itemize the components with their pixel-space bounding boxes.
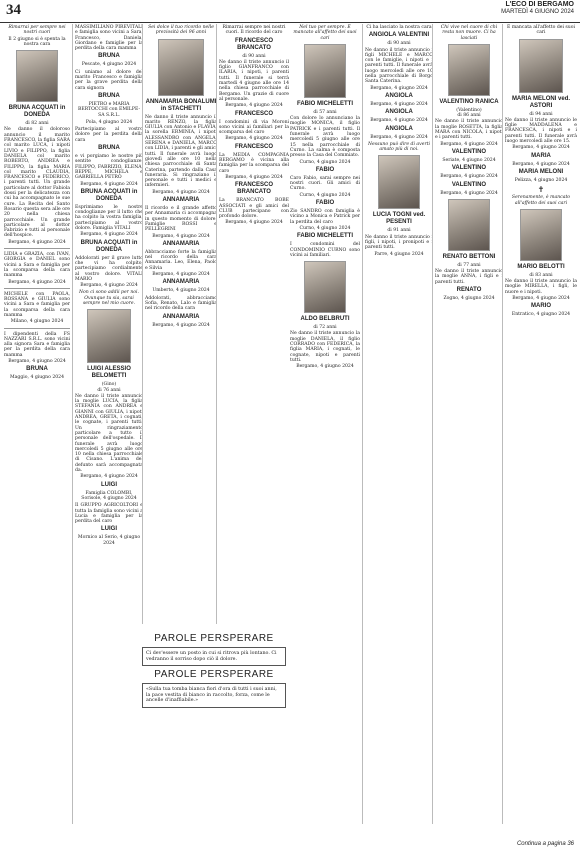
- column-3: [142, 24, 217, 624]
- condolence-name: FRANCESCO BRANCATO: [234, 182, 273, 196]
- condolence-text: Il GRUPPO AGRICOLTORI e tutta la famiglia sono vicini a Lucia e famiglia per la perdita del caro: [75, 503, 143, 525]
- obituary-date: Bergamo, 4 giugno 2024: [8, 239, 66, 245]
- obituary-text: Ne danno il triste annuncio la moglie ROSETTA, la figlia MARA con NICOLA, i nipoti e i parenti tutti.: [435, 119, 503, 141]
- condolence-name: VALENTINO: [451, 181, 487, 188]
- condolence-text: Esprimiamo le nostre condoglianze per il lutto che ha colpito la vostra famiglia, partecipiamo al vostro dolore. Famiglia VITALI: [75, 204, 143, 232]
- obituary-date: Bergamo, 4 giugno 2024: [512, 145, 570, 151]
- deceased-name: MARIO BELOTTI: [517, 263, 565, 270]
- condolence-date: Bergamo, 4 giugno 2024: [225, 174, 283, 180]
- page-header: [0, 0, 580, 23]
- obituary-poem: Sei dolce il tuo ricordo nelle preziosità dei 96 anni: [148, 25, 214, 36]
- obituary-text: Ne danno il triste annuncio il figlio GIANFRANCO con ILARIA, i nipoti, i parenti tutti. Il funerale si terrà martedì 4 giugno alle ore 14 nella chiesa parrocchiale di Bergamo. Un grazie di cuore al personale.: [219, 59, 289, 102]
- deceased-age: di 90 anni: [387, 41, 411, 47]
- condolence-name: LUIGI: [101, 526, 117, 533]
- condolence-text: I condomini del CONDOMINIO CURNO sono vicini ai familiari.: [290, 242, 360, 258]
- obituary-text: Ne danno il triste annuncio i figli, i nipoti, i pronipoti e i parenti tutti.: [365, 234, 433, 251]
- obituary-poem: Non ci sono addii per noi. Ovunque tu sia, sarai sempre nel mio cuore.: [78, 290, 139, 306]
- condolence-date: Bergamo, 4 giugno 2024: [152, 272, 210, 278]
- c1-intro: Rimarrai per sempre nei nostri cuori: [8, 25, 66, 36]
- column-6: [362, 24, 433, 824]
- condolence-date: Bergamo, 4 giugno 2024: [152, 322, 210, 328]
- obituary-intro: Ci ha lasciato la nostra cara: [366, 25, 432, 30]
- deceased-photo: [448, 199, 490, 251]
- obituary-text: Ne danno il triste annuncio la moglie LUCIA, la figlia STEFANIA con ANDREA e GIANNI con GIULIA, i nipoti ANDREA, GRETA, i cognati, le cognate, i parenti tutti. Un ringraziamento particolare a tutto il personale dell'ospedale. Il funerale avrà luogo mercoledì 5 giugno alle ore 10 nella chiesa parrocchiale di Cisano. L'anima del defunto sarà accompagnata da.: [75, 393, 143, 474]
- obituary-date: Bergamo, 4 giugno 2024: [152, 189, 210, 195]
- deceased-name: RENATO BETTONI: [442, 253, 496, 260]
- condolence-name: ANGIOLA: [385, 92, 413, 99]
- obituary-text: Ne danno il triste annuncio la moglie MIRELLA, i figli, le nuore e i nipoti.: [505, 279, 577, 295]
- condolence-date: Milano, 4 giugno 2024: [10, 319, 64, 325]
- obituary-date: Bergamo, 4 giugno 2024: [512, 296, 570, 302]
- condolence-text: Addolorati per il grave lutto che vi ha colpito, partecipiamo cordialmente al vostro dolore. VITALI MARIO: [75, 255, 143, 282]
- deceased-age: di 90 anni: [242, 53, 266, 59]
- deceased-name: ANNAMARIA BONALUMI in STACHETTI: [145, 98, 217, 112]
- deceased-photo: [16, 50, 58, 102]
- deceased-name: LUIGI ALESSIO BELOMETTI: [87, 366, 131, 380]
- condolence-name: FRANCESCO: [234, 143, 273, 150]
- obituary-text: Ne danno il doloroso annuncio il marito FRANCESCO, la figlia SARA col marito LUCA, i nipoti LIVIO e FILIPPO, la figlia DANIELA col marito ROBERTO, ANDREA e FILIPPO, la figlia MARIA col marito CLAUDIA, FRANCESCO e FEDERICO, i parenti tutti. Un grande particolare al dottor Fabiola dossi per la delicatezza con cui ha accompagnato le sue cure. La Recita del Santo Rosario questa sera alle ore 20 nella chiesa parrocchiale. Un grande particolare al dottor Fabrizio e tutti al personale dell'hospice.: [4, 127, 70, 239]
- obituary-date: Bergamo, 4 giugno 2024: [440, 141, 498, 147]
- condolence-date: Bergamo, 4 giugno 2024: [80, 283, 138, 289]
- condolence-name: VALENTINO: [451, 148, 487, 155]
- parole-box: [142, 630, 286, 835]
- condolence-date: Bergamo, 4 giugno 2024: [370, 118, 428, 124]
- condolence-name: ANNAMARIA: [162, 313, 200, 320]
- condolence-text: I condomini di via Moroni sono vicini ai familiari per la scomparsa del caro: [219, 119, 289, 136]
- condolence-text: Addolorati, abbracciamo Sofia, Renato, Lalo e famiglia nel ricordo della cara: [145, 295, 217, 312]
- condolence-date: Bergamo, 4 giugno 2024: [80, 232, 138, 238]
- masthead: [501, 1, 574, 16]
- condolence-text: La MEDIA COMPAGNIA BERGAMO è vicina alla famiglia per la scomparsa del caro: [219, 152, 289, 174]
- condolence-date: Curno, 4 giugno 2024: [299, 192, 351, 198]
- condolence-name: FABIO MICHELETTI: [297, 233, 353, 240]
- condolence-date: Pola, 4 giugno 2024: [85, 119, 133, 125]
- deceased-name: FABIO MICHELETTI: [297, 100, 353, 107]
- deceased-photo: [519, 39, 563, 93]
- deceased-name: VALENTINO RANICA: [439, 98, 499, 105]
- obituary-intro: Rimarrai sempre nei nostri cuori. Il ricordo del caro: [222, 25, 286, 36]
- condolence-name: FRANCESCO: [234, 110, 273, 117]
- condolence-date: Pelizza, 4 giugno 2024: [514, 177, 568, 183]
- newspaper-name: L'ECO DI BERGAMO: [505, 1, 574, 8]
- condolence-date: Bergamo, 4 giugno 2024: [8, 359, 66, 365]
- condolence-text: Caro Fabio, sarai sempre nei nostri cuori. Gli amici di Curno.: [290, 175, 360, 192]
- condolence-name: ANNAMARIA: [162, 279, 200, 286]
- condolence-name: ANNAMARIA: [162, 240, 200, 247]
- condolence-name: ANNAMARIA: [162, 197, 200, 204]
- condolence-name: FABIO: [315, 166, 335, 173]
- condolence-name: VALENTINO: [451, 165, 487, 172]
- deceased-age: di 83 anni: [529, 272, 553, 278]
- obituary-text: Ne danno il triste annuncio la moglie DANIELA, il figlio CORRADO con FEDERICA, la figlia MARIA, i cognati, le cognate, nipoti e parenti tutti.: [290, 331, 360, 363]
- obituary-poem: Serenamente, è mancato all'affetto dei suoi cari: [511, 195, 571, 206]
- obituary-text: Ne danno il triste annuncio i figli MICHELE e MARCO con le famiglie, i nipoti e i parenti tutti. Il funerale avrà luogo mercoledì alle ore 10 nella parrocchiale di Borgo Santa Caterina.: [365, 47, 433, 85]
- obituary-poem: Chi vive nel cuore di chi resta non muore. Ci ha lasciati: [440, 25, 498, 41]
- condolence-date: Bergamo, 4 giugno 2024: [370, 134, 428, 140]
- column-4: [216, 24, 289, 624]
- deceased-name: ANGIOLA VALENTINI: [368, 32, 430, 39]
- obituary-date: Bergamo, 4 giugno 2024: [80, 474, 138, 480]
- condolence-date: Maggio, 4 giugno 2024: [9, 375, 65, 381]
- obituary-poem: Nel tuo per sempre. È mancato all'affetto dei suoi cari: [293, 25, 357, 41]
- condolence-text: MICHELE con PAOLA, ROSSANA e GIULIA sono vicini a Sara e famiglia per la scomparsa della cara mamma: [4, 291, 70, 318]
- obituary-poem: Nessuno può dire di averti amato più di noi.: [368, 141, 430, 153]
- obituary-date: Bergamo, 4 giugno 2024: [225, 103, 283, 109]
- obituary-text: Ne danno il triste annuncio il marito RENZO, la figlia GIULIA con Antonio e FLAVIA, la sorella ERMINIA, i nipoti ALESSANDRO con ANGELA, SERENA e DANIELA, MARCO con LIDIA, i parenti e gli amici tutti. Il funerale avrà luogo giovedì alle ore 10 nella chiesa parrocchiale di Santa Caterina, partendo dalla Casa funeraria. Si ringraziano il personale e tutti i medici e infermieri.: [145, 114, 217, 189]
- box-paragraph: «Sulla tua tomba bianca fiori d'ora di tutti i suoi anni, la pace vestita di bianco in raccolto, forza, come le ancelle d'inaffiabile.»: [146, 687, 277, 704]
- obituary-text: Con dolore lo annunciano la moglie MONICA, il figlio PATRICK e i parenti tutti. Il funerale avrà luogo mercoledì 5 giugno alle ore 15 nella parrocchiale di Curno. La salma è composta presso la Casa del Commiato.: [290, 116, 360, 159]
- condolence-date: Mornico al Serio, 4 giugno 2024: [77, 535, 141, 546]
- c1-intro-text: Il 2 giugno si è spenta la nostra cara: [8, 36, 66, 47]
- condolence-text: Zio SANDRO con famiglia è vicino a Monica e Patrick per la perdita del caro: [290, 209, 360, 225]
- column-2: [72, 24, 143, 824]
- condolence-date: Bergamo, 4 giugno 2024: [8, 279, 66, 285]
- continued-note: Continua a pagina 36: [516, 841, 574, 847]
- condolence-signature: PIETRO e MARIA BERTOCCHI con EMILPE-SA S.R.L.: [77, 101, 140, 118]
- obituary-date: Bergamo, 4 giugno 2024: [296, 364, 354, 370]
- condolence-text: MASSIMILIANO PIREVITALI e famiglia sono vicini a Sara, Francesco, Daniela, Giordano e famiglie per la perdita della cara mamma: [75, 25, 143, 52]
- condolence-name: ANGIOLA: [385, 109, 413, 116]
- condolence-text: e vi porgiamo le nostre più sentite condoglianze. FILIPPO, FABRIZIO, ELENA, BEPPE, MICHELA e GABRIELLA PETRÒ: [75, 154, 143, 181]
- column-7: [432, 24, 503, 824]
- deceased-photo: [378, 155, 420, 209]
- condolence-date: Bergamo, 4 giugno 2024: [370, 101, 428, 107]
- deceased-name: LUCIA TOGNI ved. PESENTI: [372, 212, 426, 226]
- condolence-date: Curno, 4 giugno 2024: [299, 225, 351, 231]
- condolence-date: Bergamo, 4 giugno 2024: [512, 161, 570, 167]
- deceased-photo: [158, 39, 204, 96]
- condolence-signature: Famiglia COLOMBI, Sorisole, 4 giugno 2024: [81, 490, 137, 501]
- condolence-text: I dipendenti della FS NAZZARI S.R.L. sono vicini alla signora Sara e famiglia per la perdita della cara mamma: [4, 331, 70, 358]
- condolence-name: LUIGI: [101, 481, 117, 488]
- condolence-text: LIDIA e GRAZIA, con IVAN, GIORGIA e DANIEL sono vicini a Sara e famiglia per la scomparsa della cara mamma: [4, 252, 70, 279]
- condolence-name: BRUNA: [98, 53, 120, 60]
- condolence-name: ANGIOLA: [385, 125, 413, 132]
- condolence-date: Zogno, 4 giugno 2024: [443, 296, 495, 302]
- deceased-age: di 57 anni: [313, 109, 337, 115]
- deceased-age: di 94 anni: [529, 111, 553, 117]
- condolence-text: Ci uniamo al dolore del marito Francesco e famiglia per la grave perdita della cara signora: [75, 69, 143, 91]
- deceased-name: FRANCESCO BRANCATO: [234, 37, 273, 51]
- deceased-age: di 76 anni: [97, 387, 121, 393]
- condolence-name: MARIO: [531, 303, 551, 310]
- condolence-name: BRUNA: [26, 366, 48, 373]
- obituary-date: Curno, 4 giugno 2024: [299, 159, 351, 165]
- deceased-name: ALDO BELBRUTI: [300, 316, 350, 323]
- condolence-date: Bergamo, 4 giugno 2024: [225, 220, 283, 226]
- box-text: [142, 683, 286, 708]
- condolence-text: Abbracciamo forte la famiglia nel ricordo della cara Annamaria. Leo, Elena, Paolo e Silvia: [145, 249, 217, 271]
- deceased-photo: [520, 209, 562, 261]
- column-8: [502, 24, 577, 824]
- deceased-age: di 82 anni: [25, 121, 49, 127]
- condolence-date: Bergamo, 4 giugno 2024: [225, 136, 283, 142]
- condolence-text: Partecipiamo al vostro dolore per la perdita della cara: [75, 127, 143, 143]
- deceased-photo: [448, 44, 490, 96]
- obituary-text: Ne danno il triste annuncio la moglie ANNA, i figli e i parenti tutti.: [435, 269, 503, 285]
- deceased-photo: [304, 261, 346, 313]
- condolence-name: MARIA MELONI: [518, 168, 564, 175]
- condolence-date: Entratico, 4 giugno 2024: [511, 312, 571, 318]
- condolence-name: BRUNA ACQUATI in DONEDA: [80, 188, 138, 202]
- condolence-name: MARIA: [531, 152, 551, 159]
- page-number: 34: [6, 2, 21, 18]
- condolence-date: Seriate, 4 giugno 2024: [442, 157, 496, 163]
- condolence-name: BRUNA: [98, 92, 120, 99]
- deceased-age: di 72 anni: [313, 325, 337, 331]
- condolence-date: Bergamo, 4 giugno 2024: [440, 174, 498, 180]
- condolence-date: Bergamo, 4 giugno 2024: [152, 233, 210, 239]
- deceased-photo: [304, 44, 346, 98]
- box-text: [142, 647, 286, 666]
- condolence-date: Bergamo, 4 giugno 2024: [440, 190, 498, 196]
- deceased-age: di 77 anni: [457, 262, 481, 268]
- obituary-date: Bergamo, 4 giugno 2024: [370, 85, 428, 91]
- deceased-name: MARIA MELONI ved. ASTORI: [511, 95, 571, 109]
- column-1: [4, 24, 70, 824]
- deceased-photo: [87, 309, 131, 363]
- box-heading: PAROLE PERSPERARE: [154, 633, 274, 644]
- box-paragraph: Ci dev'essere un posto in cui si ritrova più lontano. Ci vedranno il sorriso dopo ciò il dolore.: [146, 651, 277, 662]
- box-heading: PAROLE PERSPERARE: [154, 669, 274, 681]
- condolence-text: La BRANCATO BOBE ASSOCIATI e gli amici del CLUB partecipano con profondo dolore.: [219, 198, 289, 220]
- condolence-name: BRUNA ACQUATI in DONEDA: [80, 239, 138, 253]
- column-5: [290, 24, 360, 824]
- deceased-nickname: (Valentino): [456, 107, 482, 113]
- deceased-age: di 86 anni: [457, 113, 481, 119]
- condolence-text: Il ricordo e il grande affetto per Annamaria ci accompagna in questo momento di dolore. Famiglie ROSSI e PELLEGRINI: [145, 206, 217, 233]
- obituary-date: Parre, 4 giugno 2024: [374, 251, 424, 257]
- cross-icon: ✝: [537, 185, 545, 195]
- deceased-name: BRUNA ACQUATI in DONEDA: [8, 105, 66, 119]
- obituary-intro: È mancata all'affetto dei suoi cari: [507, 25, 575, 36]
- condolence-signature: Umberto, 4 giugno 2024: [152, 288, 210, 294]
- condolence-date: Pescate, 4 giugno 2024: [81, 62, 137, 68]
- condolence-name: RENATO: [456, 287, 482, 294]
- deceased-age: di 91 anni: [387, 228, 411, 234]
- condolence-date: Bergamo, 4 giugno 2024: [80, 181, 138, 187]
- deceased-nickname: (Gino): [101, 382, 117, 388]
- issue-date: MARTEDÌ 4 GIUGNO 2024: [501, 9, 574, 15]
- obituary-text: Ne danno il triste annuncio le figlie MADDALENA e FRANCESCA, i nipoti e i parenti tutti. Il funerale avrà luogo mercoledì alle ore 15.: [505, 117, 577, 145]
- condolence-name: BRUNA: [98, 145, 120, 152]
- condolence-name: FABIO: [315, 200, 335, 207]
